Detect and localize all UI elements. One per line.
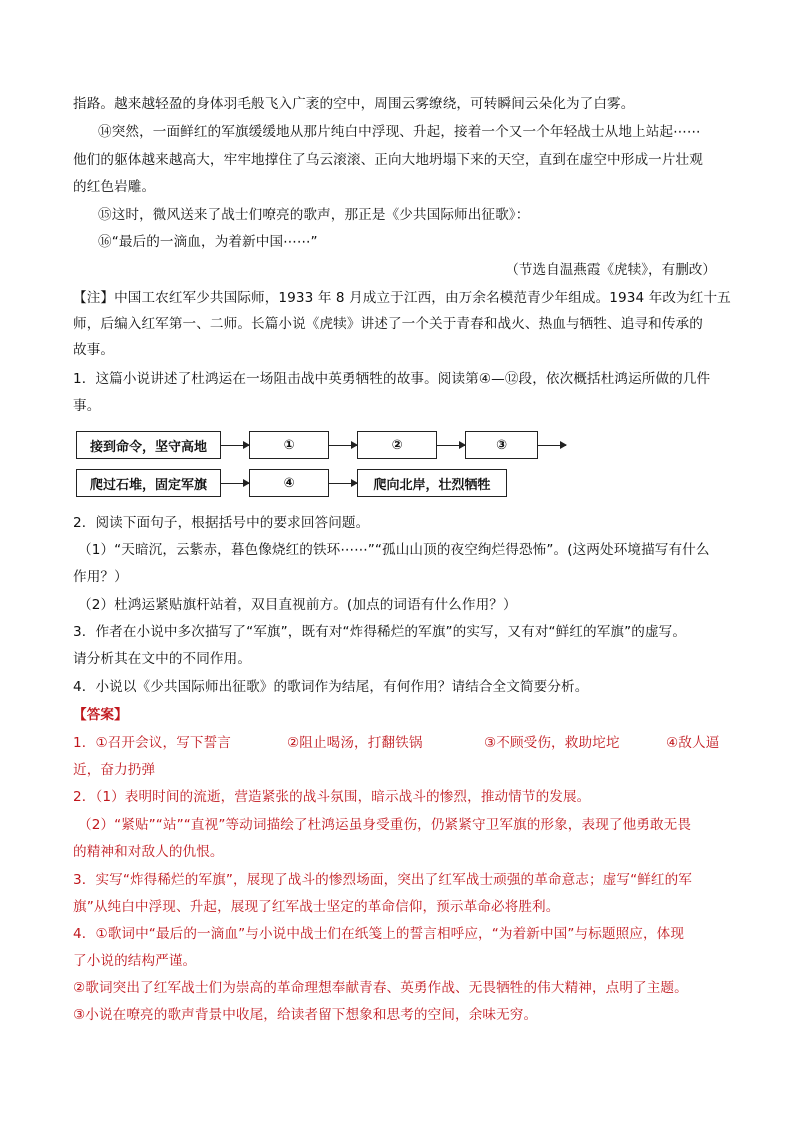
passage-paragraph-16: ⑯“最后的一滴血，为着新中国⋯⋯” <box>98 234 318 250</box>
note-line: 【注】中国工农红军少共国际师，1933 年 8 月成立于江西，由万余名模范青少年组成。1934 年改为红十五 <box>73 290 731 306</box>
passage-paragraph-15: ⑮这时，微风送来了战士们嘹亮的歌声，那正是《少共国际师出征歌》： <box>98 207 530 223</box>
answer-4: 4．①歌词中“最后的一滴血”与小说中战士们在纸笺上的誓言相呼应，“为着新中国”与标题照应，体现 <box>73 926 685 942</box>
question-2: 2．阅读下面句子，根据括号中的要求回答问题。 <box>73 515 370 531</box>
answer-4-point-2: ②歌词突出了红军战士们为崇高的革命理想奉献青春、英勇作战、无畏牺牲的伟大精神，点明了主题。 <box>73 980 688 996</box>
flow-arrow <box>221 445 249 446</box>
passage-line: 他们的躯体越来越高大，牢牢地撑住了乌云滚滚、正向大地坍塌下来的天空，直到在虚空中形成一片壮观 <box>73 152 703 168</box>
answer-1-item: ②阻止喝汤，打翻铁锅 <box>287 735 423 751</box>
flow-arrow <box>437 445 465 446</box>
source-citation: （节选自温燕霞《虎犊》，有删改） <box>505 262 716 278</box>
question-3: 3．作者在小说中多次描写了“军旗”，既有对“炸得稀烂的军旗”的实写，又有对“鲜红的军旗”的虚写。 <box>73 624 687 640</box>
flow-arrow <box>329 483 357 484</box>
answer-heading: 【答案】 <box>73 707 128 723</box>
flow-arrow <box>221 483 249 484</box>
note-line: 故事。 <box>73 342 115 358</box>
answer-2-2-cont: 的精神和对敌人的仇恨。 <box>73 844 224 860</box>
flow-box-4: ④ <box>249 469 329 497</box>
question-3-cont: 请分析其在文中的不同作用。 <box>73 651 252 667</box>
answer-2-2: （2）“紧贴”“站”“直视”等动词描绘了杜鸿运虽身受重伤，仍紧紧守卫军旗的形象，表现了他勇敢无畏 <box>78 817 692 833</box>
answer-1-item: ④敌人逼 <box>666 735 720 751</box>
question-4: 4．小说以《少共国际师出征歌》的歌词作为结尾，有何作用？请结合全文简要分析。 <box>73 679 589 695</box>
flow-box-2: ② <box>357 431 437 459</box>
flow-arrow <box>329 445 357 446</box>
flow-box-start: 接到命令，坚守高地 <box>76 431 221 459</box>
answer-2: 2．（1）表明时间的流逝，营造紧张的战斗氛围，暗示战斗的惨烈，推动情节的发展。 <box>73 789 591 805</box>
question-1-cont: 事。 <box>73 398 101 414</box>
flow-box-fix-flag: 爬过石堆，固定军旗 <box>76 469 221 497</box>
answer-1-item: 1．①召开会议，写下誓言 <box>73 735 231 751</box>
answer-4-point-3: ③小说在嘹亮的歌声背景中收尾，给读者留下想象和思考的空间，余味无穷。 <box>73 1007 538 1023</box>
question-2-2: （2）杜鸿运紧贴旗杆站着，双目直视前方。(加点的词语有什么作用？） <box>78 597 517 613</box>
passage-line: 指路。越来越轻盈的身体羽毛般飞入广袤的空中，周围云雾缭绕，可转瞬间云朵化为了白雾。 <box>73 96 635 112</box>
flow-box-1: ① <box>249 431 329 459</box>
passage-line: 的红色岩雕。 <box>73 179 156 195</box>
answer-1-item: ③不顾受伤，救助坨坨 <box>484 735 620 751</box>
question-1: 1．这篇小说讲述了杜鸿运在一场阻击战中英勇牺牲的故事。阅读第④—⑫段，依次概括杜鸿运所做的几件 <box>73 371 711 387</box>
question-2-1-cont: 作用？） <box>73 569 128 585</box>
answer-4-cont: 了小说的结构严谨。 <box>73 953 197 969</box>
flow-box-end: 爬向北岸，壮烈牺牲 <box>357 469 507 497</box>
passage-paragraph-14: ⑭突然，一面鲜红的军旗缓缓地从那片纯白中浮现、升起，接着一个又一个年轻战士从地上站起⋯⋯ <box>98 124 701 140</box>
answer-3-cont: 旗”从纯白中浮现、升起，展现了红军战士坚定的革命信仰，预示革命必将胜利。 <box>73 899 560 915</box>
answer-3: 3．实写“炸得稀烂的军旗”，展现了战斗的惨烈场面，突出了红军战士顽强的革命意志；虚写“鲜红的军 <box>73 872 693 888</box>
flow-arrow <box>538 445 566 446</box>
flow-box-3: ③ <box>465 431 538 459</box>
answer-1-cont: 近，奋力扔弹 <box>73 762 156 778</box>
note-line: 师，后编入红军第一、二师。长篇小说《虎犊》讲述了一个关于青春和战火、热血与牺牲、追寻和传承的 <box>73 316 703 332</box>
question-2-1: （1）“天暗沉，云紫赤，暮色像烧红的铁环⋯⋯”“孤山山顶的夜空绚烂得恐怖”。(这两处环境描写有什么 <box>78 542 710 558</box>
